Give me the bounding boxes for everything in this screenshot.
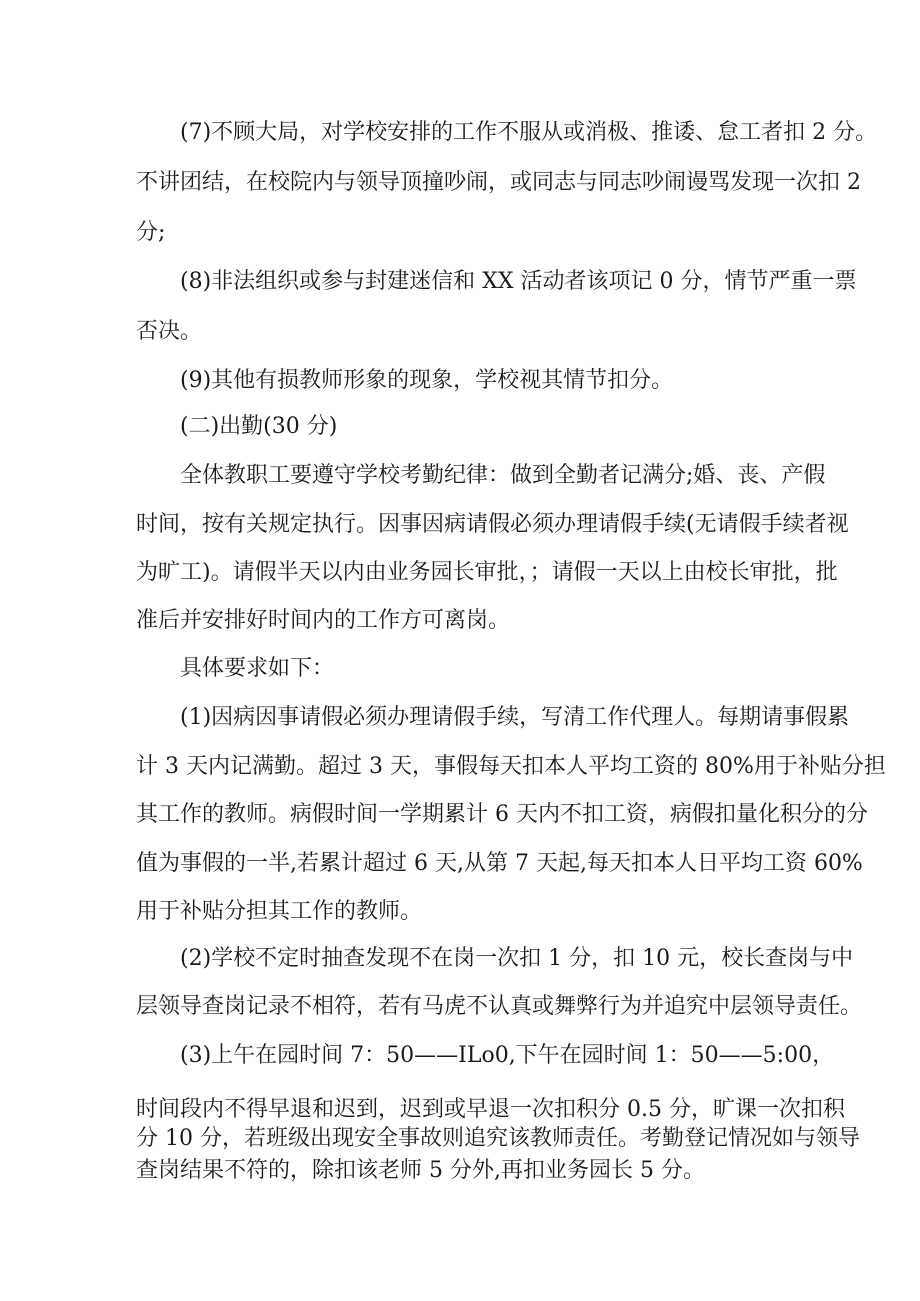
text-line: 计 3 天内记满勤。超过 3 天，事假每天扣本人平均工资的 80%用于补贴分担 [136, 754, 886, 779]
text-line: 分 10 分，若班级出现安全事故则追究该教师责任。考勤登记情况如与领导 [136, 1126, 860, 1151]
text-line: 用于补贴分担其工作的教师。 [136, 899, 423, 924]
text-line: 不讲团结，在校院内与领导顶撞吵闹，或同志与同志吵闹谩骂发现一次扣 2 [136, 170, 861, 195]
text-line: (1)因病因事请假必须办理请假手续，写清工作代理人。每期请事假累 [180, 705, 850, 730]
text-line: 层领导查岗记录不相符，若有马虎不认真或舞弊行为并追究中层领导责任。 [136, 994, 863, 1019]
text-line: 分; [136, 220, 166, 245]
text-line: 值为事假的一半,若累计超过 6 天,从第 7 天起,每天扣本人日平均工资 60% [136, 851, 863, 876]
section-heading: (二)出勤(30 分) [180, 414, 338, 439]
text-line: 具体要求如下： [180, 656, 335, 681]
text-line: 时间段内不得早退和迟到，迟到或早退一次扣积分 0.5 分，旷课一次扣积 [136, 1097, 845, 1122]
text-line: (2)学校不定时抽查发现不在岗一次扣 1 分，扣 10 元，校长查岗与中 [180, 946, 854, 971]
text-line: (7)不顾大局，对学校安排的工作不服从或消极、推诿、怠工者扣 2 分。 [180, 120, 878, 145]
text-line: 全体教职工要遵守学校考勤纪律：做到全勤者记满分;婚、丧、产假 [180, 463, 826, 488]
text-line: (9)其他有损教师形象的现象，学校视其情节扣分。 [180, 368, 674, 393]
text-line: (8)非法组织或参与封建迷信和 XX 活动者该项记 0 分，情节严重一票 [180, 269, 857, 294]
text-line: 为旷工)。请假半天以内由业务园长审批，；请假一天以上由校长审批，批 [136, 560, 838, 585]
text-line: 否决。 [136, 319, 203, 344]
text-line: 准后并安排好时间内的工作方可离岗。 [136, 608, 511, 633]
text-line: (3)上午在园时间 7：50——ILo0,下午在园时间 1：50——5:00， [180, 1043, 835, 1068]
text-line: 时间，按有关规定执行。因事因病请假必须办理请假手续(无请假手续者视 [136, 512, 849, 537]
text-line: 查岗结果不符的，除扣该老师 5 分外,再扣业务园长 5 分。 [136, 1158, 705, 1183]
text-line: 其工作的教师。病假时间一学期累计 6 天内不扣工资，病假扣量化积分的分 [136, 802, 868, 827]
